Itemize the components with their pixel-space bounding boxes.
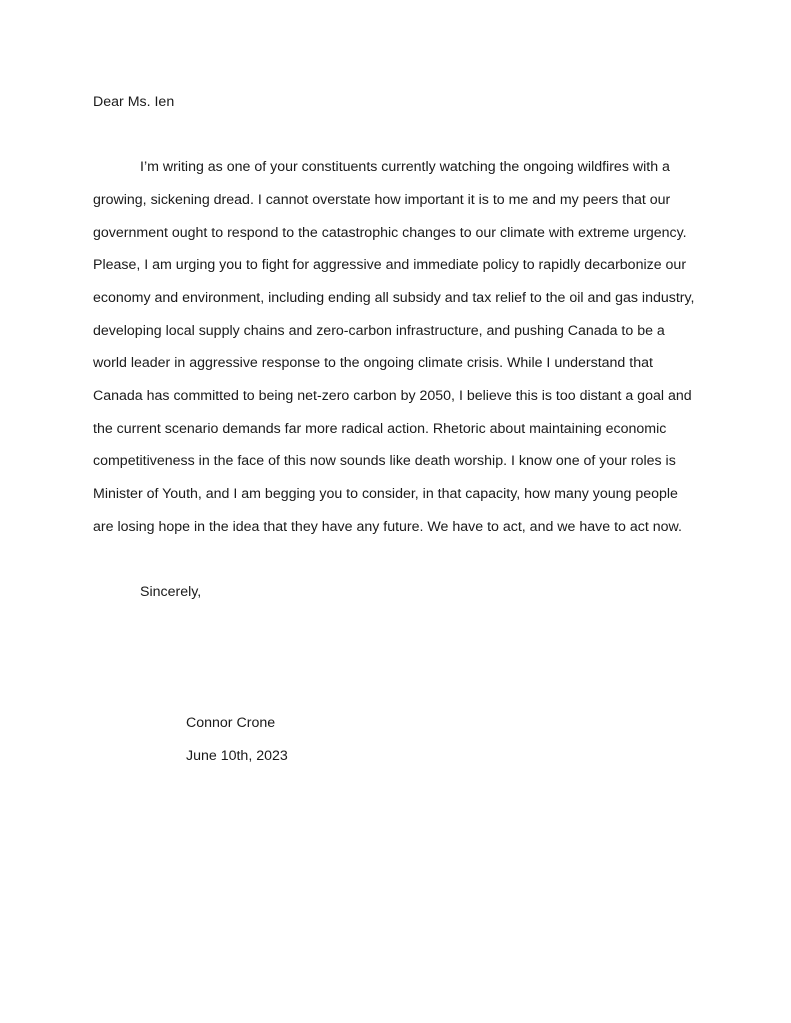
body-line: economy and environment, including ending all subsidy and tax relief to the oil and gas industry,: [93, 290, 695, 306]
salutation: Dear Ms. Ien: [93, 94, 175, 110]
body-line: growing, sickening dread. I cannot overstate how important it is to me and my peers that our: [93, 192, 671, 208]
body-line: I’m writing as one of your constituents currently watching the ongoing wildfires with a: [140, 159, 670, 175]
body-line: Minister of Youth, and I am begging you to consider, in that capacity, how many young people: [93, 486, 678, 502]
body-line: are losing hope in the idea that they have any future. We have to act, and we have to act now.: [93, 519, 682, 535]
body-line: world leader in aggressive response to the ongoing climate crisis. While I understand that: [93, 355, 653, 371]
body-line: developing local supply chains and zero-carbon infrastructure, and pushing Canada to be a: [93, 323, 665, 339]
body-line: competitiveness in the face of this now sounds like death worship. I know one of your roles is: [93, 453, 676, 469]
signature-date: June 10th, 2023: [186, 748, 288, 764]
body-line: government ought to respond to the catastrophic changes to our climate with extreme urgency.: [93, 225, 687, 241]
body-line: Please, I am urging you to fight for aggressive and immediate policy to rapidly decarbonize our: [93, 257, 687, 273]
body-line: the current scenario demands far more radical action. Rhetoric about maintaining economic: [93, 421, 667, 437]
signature-name: Connor Crone: [186, 715, 276, 731]
closing: Sincerely,: [140, 584, 202, 600]
body-line: Canada has committed to being net-zero carbon by 2050, I believe this is too distant a goal and: [93, 388, 692, 404]
